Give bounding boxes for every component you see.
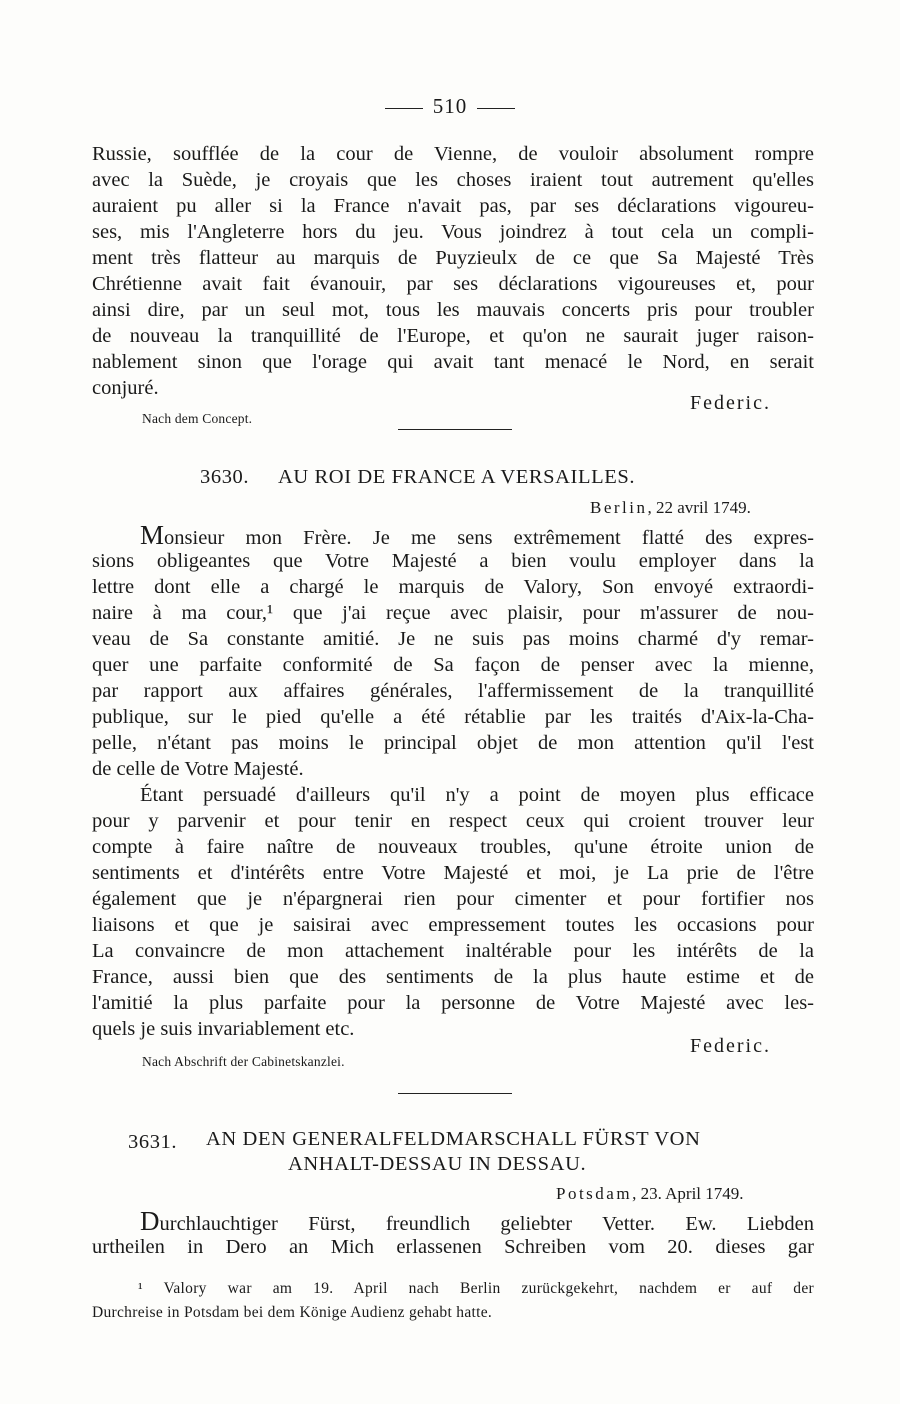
text-line: veau de Sa constante amitié. Je ne suis pas moins charmé d'y remar- (92, 628, 814, 650)
letter-title: AU ROI DE FRANCE A VERSAILLES. (278, 466, 636, 488)
text-line: de nouveau la tranquillité de l'Europe, et qu'on ne saurait juger raison- (92, 325, 814, 347)
text-line: auraient pu aller si la France n'avait pas, par ses déclarations vigoureu- (92, 195, 814, 217)
source-note: Nach dem Concept. (142, 411, 253, 426)
line-text: onsieur mon Frère. Je me sens extrêmement flatté des expres- (164, 527, 814, 549)
text-line: urtheilen in Dero an Mich erlassenen Schreiben vom 20. dieses gar (92, 1236, 814, 1258)
dateline (590, 498, 751, 518)
text-line: France, aussi bien que des sentiments de la plus haute estime et de (92, 966, 814, 988)
page-header (0, 94, 900, 119)
text-line: quels je suis invariablement etc. (92, 1018, 355, 1040)
date-place: Berlin (590, 498, 648, 517)
drop-cap: D (140, 1206, 160, 1236)
text-line: sions obligeantes que Votre Majesté a bien voulu employer dans la (92, 550, 814, 572)
text-line: La convaincre de mon attachement inaltérable pour les intérêts de la (92, 940, 814, 962)
line-text: urchlauchtiger Fürst, freundlich geliebter Vetter. Ew. Liebden (159, 1213, 814, 1235)
text-line (92, 522, 814, 548)
text-line: Russie, soufflée de la cour de Vienne, de vouloir absolument rompre (92, 143, 814, 165)
text-line: pelle, n'étant pas moins le principal objet de mon attention qu'il l'est (92, 732, 814, 754)
page-number: 510 (432, 94, 468, 118)
footnote-line: ¹ Valory war am 19. April nach Berlin zurückgekehrt, nachdem er auf der (138, 1280, 814, 1297)
text-line: avec la Suède, je croyais que les choses iraient tout autrement qu'elles (92, 169, 814, 191)
text-line: publique, sur le pied qu'elle a été rétablie par les traités d'Aix-la-Cha- (92, 706, 814, 728)
text-line: l'amitié la plus parfaite pour la personne de Votre Majesté avec les- (92, 992, 814, 1014)
continuation-text (92, 141, 814, 401)
letter-number: 3631. (128, 1131, 178, 1153)
text-line: de celle de Votre Majesté. (92, 758, 304, 780)
text-line: conjuré. (92, 377, 159, 399)
section-divider (398, 1093, 512, 1094)
footnote (92, 1277, 814, 1325)
date-rest: , 23. April 1749. (632, 1184, 744, 1203)
dateline (556, 1184, 744, 1204)
signature: Federic. (690, 1035, 771, 1057)
text-line: ainsi dire, par un seul mot, tous les mauvais concerts pris pour troubler (92, 299, 814, 321)
section-divider (398, 429, 512, 430)
text-line: lettre dont elle a chargé le marquis de Valory, Son envoyé extraordi- (92, 576, 814, 598)
header-dash-right (477, 108, 515, 109)
letter-body (92, 1208, 814, 1260)
text-line: ses, mis l'Angleterre hors du jeu. Vous joindrez à tout cela un compli- (92, 221, 814, 243)
text-line: liaisons et que je saisirai avec empressement toutes les occasions pour (92, 914, 814, 936)
letter-body (92, 522, 814, 1042)
text-line: par rapport aux affaires générales, l'affermissement de la tranquillité (92, 680, 814, 702)
text-line: naire à ma cour,¹ que j'ai reçue avec plaisir, pour m'assurer de nou- (92, 602, 814, 624)
date-place: Potsdam (556, 1184, 633, 1203)
drop-cap: M (140, 520, 165, 550)
source-note: Nach Abschrift der Cabinetskanzlei. (142, 1054, 345, 1069)
text-line (92, 1208, 814, 1234)
header-dash-left (385, 108, 423, 109)
text-line: compte à faire naître de nouveaux troubles, qu'une étroite union de (92, 836, 814, 858)
text-line: Étant persuadé d'ailleurs qu'il n'y a point de moyen plus efficace (140, 784, 814, 806)
text-line: pour y parvenir et pour tenir en respect ceux qui croient trouver leur (92, 810, 814, 832)
date-rest: , 22 avril 1749. (647, 498, 751, 517)
letter-number: 3630. (200, 466, 250, 488)
text-line: également que je n'épargnerai rien pour cimenter et pour fortifier nos (92, 888, 814, 910)
text-line: Chrétienne avait fait évanouir, par ses déclarations vigoureuses et, pour (92, 273, 814, 295)
text-line: sentiments et d'intérêts entre Votre Majesté et moi, je La prie de l'être (92, 862, 814, 884)
text-line: nablement sinon que l'orage qui avait tant menacé le Nord, en serait (92, 351, 814, 373)
signature: Federic. (690, 392, 771, 414)
footnote-line: Durchreise in Potsdam bei dem Könige Audienz gehabt hatte. (92, 1304, 493, 1321)
text-line: quer une parfaite conformité de Sa façon de penser avec la mienne, (92, 654, 814, 676)
text-line: ment très flatteur au marquis de Puyzieulx de ce que Sa Majesté Très (92, 247, 814, 269)
letter-title-line1: AN DEN GENERALFELDMARSCHALL FÜRST VON (206, 1128, 701, 1150)
letter-title-line2: ANHALT-DESSAU IN DESSAU. (288, 1153, 587, 1175)
